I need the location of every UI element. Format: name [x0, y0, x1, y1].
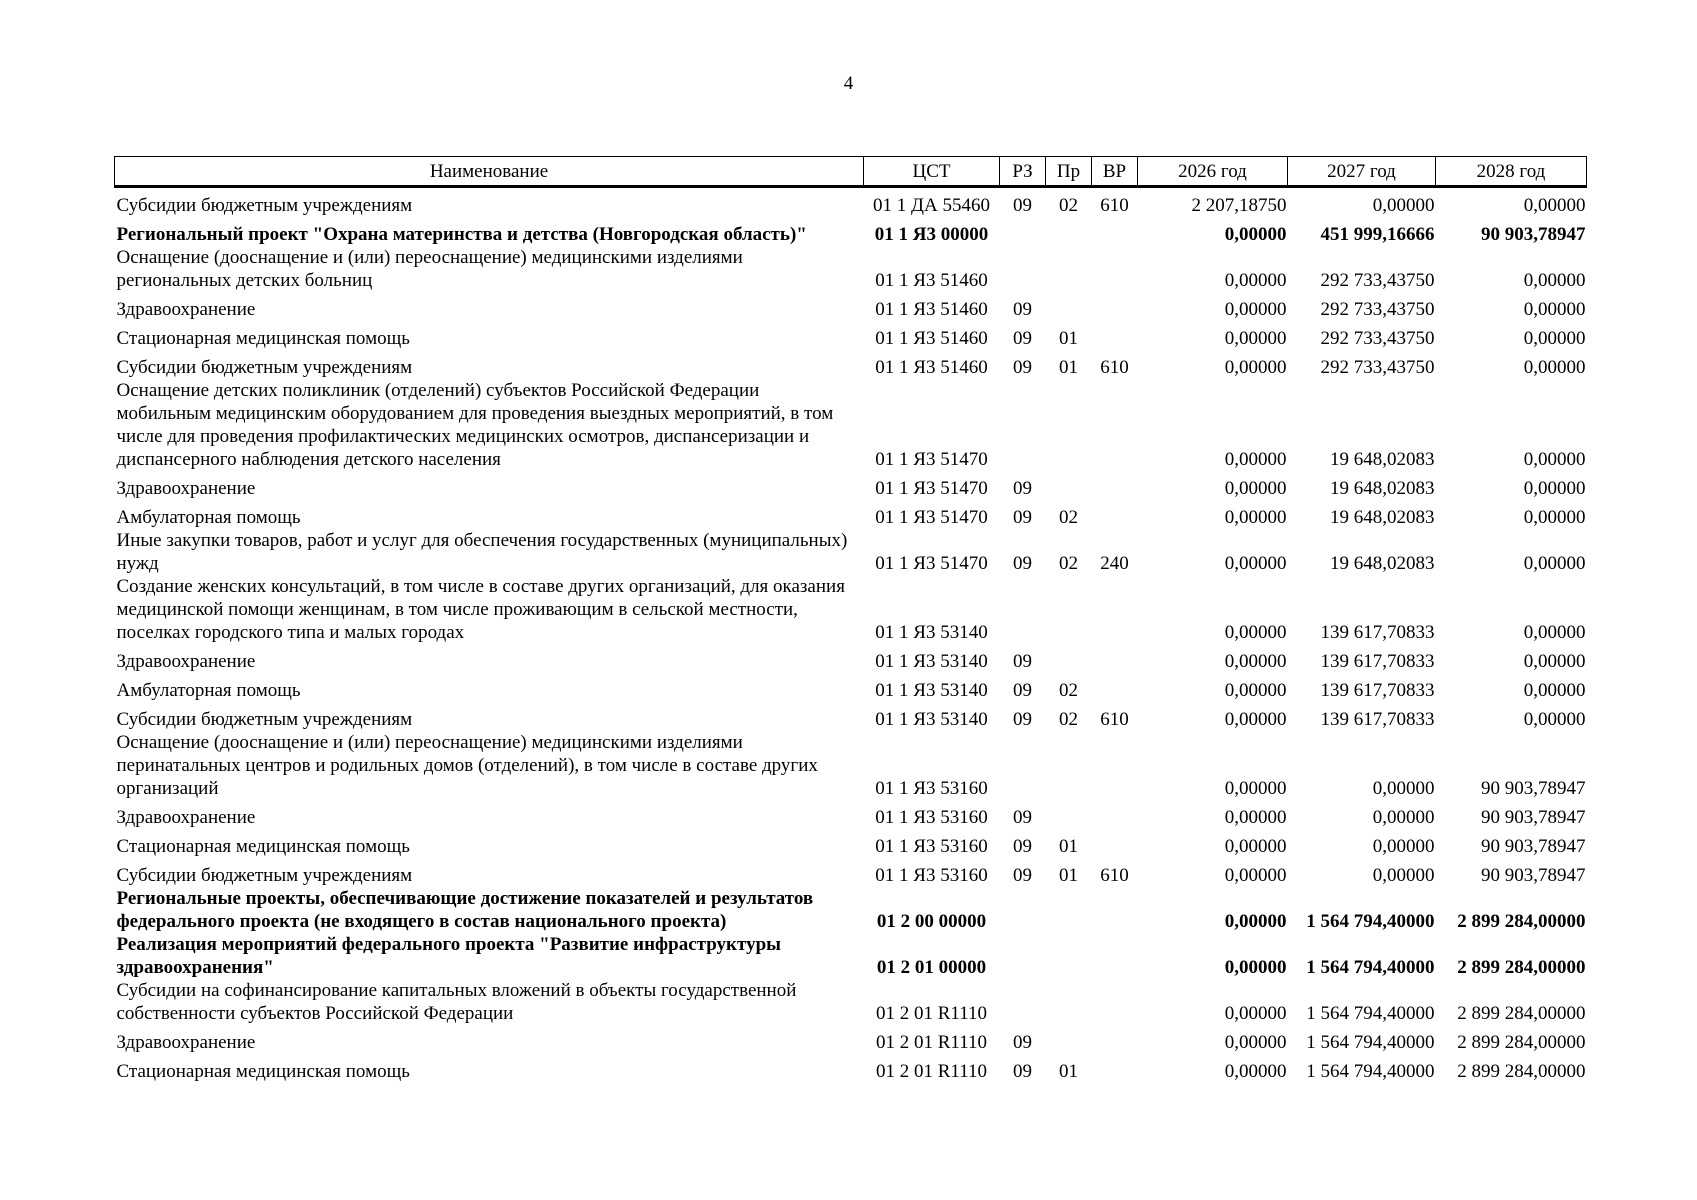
cell-cst: 01 1 Я3 53140 — [875, 709, 988, 730]
cell-cst: 01 1 Я3 53160 — [875, 836, 988, 857]
cell-cst: 01 2 01 00000 — [876, 957, 987, 978]
cell-2028: 0,00000 — [1523, 357, 1586, 378]
cell-cst: 01 1 Я3 53160 — [875, 778, 988, 799]
table-row — [115, 1025, 1587, 1054]
table-row — [115, 1054, 1587, 1083]
cell-rz — [1000, 217, 1046, 246]
cell-2027: 1 564 794,40000 — [1306, 1003, 1435, 1024]
cell-2026: 0,00000 — [1224, 357, 1287, 378]
cell-2026: 0,00000 — [1224, 651, 1287, 672]
cell-cst: 01 1 Я3 51470 — [875, 553, 988, 574]
cell-cst: 01 1 ДА 55460 — [873, 195, 990, 216]
cell-2027: 139 617,70833 — [1320, 709, 1435, 730]
cell-2027: 0,00000 — [1372, 195, 1435, 216]
cell-2027: 292 733,43750 — [1320, 357, 1435, 378]
cell-pr — [1046, 979, 1092, 1025]
cell-2027: 1 564 794,40000 — [1306, 1032, 1435, 1053]
cell-vr — [1092, 933, 1138, 979]
cell-name: Оснащение (дооснащение и (или) переоснащение) медицинскими изделиями региональных детских больниц — [116, 247, 743, 291]
table-row — [115, 979, 1587, 1025]
cell-2026: 0,00000 — [1224, 778, 1287, 799]
cell-name: Амбулаторная помощь — [116, 507, 301, 528]
cell-name: Здравоохранение — [116, 651, 256, 672]
cell-2026: 0,00000 — [1224, 622, 1287, 643]
cell-vr: 610 — [1100, 357, 1129, 378]
cell-pr — [1046, 246, 1092, 292]
cell-vr — [1092, 217, 1138, 246]
cell-rz: 09 — [1013, 1032, 1032, 1053]
cell-rz — [1000, 575, 1046, 644]
cell-cst: 01 1 Я3 51460 — [875, 357, 988, 378]
cell-rz — [1000, 887, 1046, 933]
cell-2028: 0,00000 — [1523, 553, 1586, 574]
cell-2028: 0,00000 — [1523, 270, 1586, 291]
table-row — [115, 800, 1587, 829]
cell-2028: 2 899 284,00000 — [1457, 957, 1586, 978]
cell-name: Здравоохранение — [116, 299, 256, 320]
cell-2027: 139 617,70833 — [1320, 651, 1435, 672]
table-row — [115, 471, 1587, 500]
cell-pr: 01 — [1059, 357, 1078, 378]
cell-pr — [1046, 1025, 1092, 1054]
cell-2027: 292 733,43750 — [1320, 270, 1435, 291]
cell-2028: 90 903,78947 — [1481, 778, 1586, 799]
table-body — [115, 187, 1587, 1084]
cell-pr: 02 — [1059, 709, 1078, 730]
cell-pr: 01 — [1059, 328, 1078, 349]
cell-2028: 0,00000 — [1523, 299, 1586, 320]
cell-vr — [1092, 1054, 1138, 1083]
cell-name: Иные закупки товаров, работ и услуг для обеспечения государственных (муниципальных) нужд — [116, 530, 848, 574]
cell-2026: 0,00000 — [1224, 299, 1287, 320]
header-rz: РЗ — [1000, 157, 1046, 187]
cell-cst: 01 1 Я3 53160 — [875, 807, 988, 828]
cell-vr — [1092, 829, 1138, 858]
cell-vr — [1092, 644, 1138, 673]
table-row — [115, 500, 1587, 529]
cell-vr — [1092, 500, 1138, 529]
cell-vr — [1092, 800, 1138, 829]
cell-pr: 01 — [1059, 836, 1078, 857]
table-row — [115, 887, 1587, 933]
cell-2028: 0,00000 — [1523, 651, 1586, 672]
cell-2028: 0,00000 — [1523, 680, 1586, 701]
cell-2026: 0,00000 — [1224, 680, 1287, 701]
cell-name: Субсидии бюджетным учреждениям — [116, 865, 413, 886]
header-cst: ЦСТ — [864, 157, 1000, 187]
cell-vr: 240 — [1100, 553, 1129, 574]
cell-2027: 19 648,02083 — [1330, 478, 1435, 499]
table-header — [115, 157, 1587, 187]
cell-name: Здравоохранение — [116, 1032, 256, 1053]
cell-pr — [1046, 731, 1092, 800]
cell-2028: 0,00000 — [1523, 709, 1586, 730]
cell-vr — [1092, 575, 1138, 644]
cell-2027: 1 564 794,40000 — [1306, 911, 1435, 932]
cell-2026: 0,00000 — [1224, 507, 1287, 528]
cell-2028: 0,00000 — [1523, 328, 1586, 349]
cell-2026: 0,00000 — [1224, 270, 1287, 291]
cell-2027: 0,00000 — [1372, 807, 1435, 828]
cell-vr: 610 — [1100, 195, 1129, 216]
cell-2027: 451 999,16666 — [1320, 224, 1435, 245]
cell-rz: 09 — [1013, 651, 1032, 672]
cell-vr — [1092, 673, 1138, 702]
cell-2028: 0,00000 — [1523, 449, 1586, 470]
table-row — [115, 187, 1587, 218]
cell-2026: 0,00000 — [1224, 957, 1287, 978]
header-pr: Пр — [1046, 157, 1092, 187]
cell-cst: 01 1 Я3 51470 — [875, 449, 988, 470]
table-row — [115, 829, 1587, 858]
header-2027: 2027 год — [1288, 157, 1436, 187]
header-2026: 2026 год — [1138, 157, 1288, 187]
cell-2028: 2 899 284,00000 — [1457, 1003, 1586, 1024]
cell-cst: 01 1 Я3 53160 — [875, 865, 988, 886]
cell-cst: 01 1 Я3 51470 — [875, 507, 988, 528]
cell-2028: 90 903,78947 — [1481, 865, 1586, 886]
cell-2026: 0,00000 — [1224, 807, 1287, 828]
cell-2026: 0,00000 — [1224, 911, 1287, 932]
table-row — [115, 644, 1587, 673]
cell-2027: 292 733,43750 — [1320, 299, 1435, 320]
cell-2027: 19 648,02083 — [1330, 507, 1435, 528]
cell-rz: 09 — [1013, 865, 1032, 886]
cell-2027: 1 564 794,40000 — [1306, 957, 1435, 978]
cell-2027: 0,00000 — [1372, 836, 1435, 857]
table-row — [115, 246, 1587, 292]
cell-2027: 0,00000 — [1372, 778, 1435, 799]
cell-rz: 09 — [1013, 478, 1032, 499]
cell-2028: 0,00000 — [1523, 507, 1586, 528]
cell-2027: 0,00000 — [1372, 865, 1435, 886]
cell-name: Субсидии на софинансирование капитальных вложений в объекты государственной собственности субъектов Российской Федерации — [116, 980, 797, 1024]
cell-rz: 09 — [1013, 553, 1032, 574]
table-row — [115, 529, 1587, 575]
cell-rz: 09 — [1013, 507, 1032, 528]
cell-2026: 0,00000 — [1224, 1061, 1287, 1082]
cell-rz: 09 — [1013, 807, 1032, 828]
cell-pr: 02 — [1059, 507, 1078, 528]
cell-pr — [1046, 379, 1092, 471]
table-row — [115, 731, 1587, 800]
cell-cst: 01 1 Я3 51460 — [875, 328, 988, 349]
cell-name: Амбулаторная помощь — [116, 680, 301, 701]
cell-rz: 09 — [1013, 328, 1032, 349]
cell-2028: 0,00000 — [1523, 478, 1586, 499]
cell-vr — [1092, 379, 1138, 471]
cell-name: Реализация мероприятий федерального проекта "Развитие инфраструктуры здравоохранения" — [116, 934, 781, 978]
cell-2026: 0,00000 — [1224, 709, 1287, 730]
page-number: 4 — [843, 73, 854, 94]
table-row — [115, 321, 1587, 350]
cell-cst: 01 2 01 R1110 — [875, 1003, 987, 1024]
cell-name: Региональный проект "Охрана материнства и детства (Новгородская область)" — [116, 224, 807, 245]
cell-name: Субсидии бюджетным учреждениям — [116, 195, 413, 216]
cell-vr — [1092, 246, 1138, 292]
cell-name: Создание женских консультаций, в том числе в составе других организаций, для оказания медицинской помощи женщинам, в том числе проживающим в сельской местности, поселках городского типа и малых городах — [116, 576, 845, 643]
cell-cst: 01 1 Я3 53140 — [875, 651, 988, 672]
cell-2028: 90 903,78947 — [1481, 807, 1586, 828]
cell-pr: 02 — [1059, 195, 1078, 216]
cell-2027: 139 617,70833 — [1320, 622, 1435, 643]
cell-rz: 09 — [1013, 680, 1032, 701]
table-row — [115, 292, 1587, 321]
cell-2026: 0,00000 — [1224, 1032, 1287, 1053]
cell-vr — [1092, 731, 1138, 800]
cell-pr: 01 — [1059, 1061, 1078, 1082]
table-row — [115, 379, 1587, 471]
cell-2026: 0,00000 — [1224, 836, 1287, 857]
cell-2028: 2 899 284,00000 — [1457, 1032, 1586, 1053]
cell-name: Оснащение детских поликлиник (отделений) субъектов Российской Федерации мобильным медицинским оборудованием для проведения выездных мероприятий, в том числе для проведения профилактических медицинских осмотров, диспансеризации и диспансерного наблюдения детского населения — [116, 380, 834, 470]
cell-name: Здравоохранение — [116, 478, 256, 499]
cell-name: Стационарная медицинская помощь — [116, 328, 410, 349]
cell-rz — [1000, 979, 1046, 1025]
cell-rz — [1000, 379, 1046, 471]
header-2028: 2028 год — [1436, 157, 1587, 187]
cell-rz — [1000, 246, 1046, 292]
cell-name: Субсидии бюджетным учреждениям — [116, 709, 413, 730]
header-name: Наименование — [115, 157, 864, 187]
cell-name: Стационарная медицинская помощь — [116, 1061, 410, 1082]
cell-name: Оснащение (дооснащение и (или) переоснащение) медицинскими изделиями перинатальных центров и родильных домов (отделений), в том числе в составе других организаций — [116, 732, 818, 799]
cell-vr — [1092, 1025, 1138, 1054]
cell-2027: 19 648,02083 — [1330, 449, 1435, 470]
cell-rz: 09 — [1013, 709, 1032, 730]
cell-2027: 139 617,70833 — [1320, 680, 1435, 701]
table-row — [115, 350, 1587, 379]
cell-rz — [1000, 731, 1046, 800]
cell-vr — [1092, 887, 1138, 933]
cell-rz: 09 — [1013, 195, 1032, 216]
cell-2028: 90 903,78947 — [1481, 224, 1586, 245]
cell-name: Стационарная медицинская помощь — [116, 836, 410, 857]
cell-2027: 292 733,43750 — [1320, 328, 1435, 349]
cell-name: Региональные проекты, обеспечивающие достижение показателей и результатов федерального проекта (не входящего в состав национального проекта) — [116, 888, 814, 932]
header-vr: ВР — [1092, 157, 1138, 187]
cell-rz: 09 — [1013, 1061, 1032, 1082]
cell-pr — [1046, 471, 1092, 500]
cell-cst: 01 2 01 R1110 — [875, 1061, 987, 1082]
cell-pr — [1046, 800, 1092, 829]
cell-2028: 0,00000 — [1523, 622, 1586, 643]
cell-2026: 0,00000 — [1224, 224, 1287, 245]
cell-2026: 2 207,18750 — [1191, 195, 1287, 216]
cell-cst: 01 1 Я3 53140 — [875, 680, 988, 701]
cell-rz: 09 — [1013, 357, 1032, 378]
cell-2026: 0,00000 — [1224, 478, 1287, 499]
cell-2026: 0,00000 — [1224, 1003, 1287, 1024]
cell-2028: 0,00000 — [1523, 195, 1586, 216]
cell-cst: 01 1 Я3 51460 — [875, 270, 988, 291]
cell-pr — [1046, 644, 1092, 673]
cell-2026: 0,00000 — [1224, 328, 1287, 349]
cell-2026: 0,00000 — [1224, 553, 1287, 574]
cell-rz — [1000, 933, 1046, 979]
cell-pr: 01 — [1059, 865, 1078, 886]
cell-cst: 01 2 00 00000 — [876, 911, 987, 932]
cell-cst: 01 1 Я3 00000 — [874, 224, 989, 245]
cell-2027: 1 564 794,40000 — [1306, 1061, 1435, 1082]
table-row — [115, 858, 1587, 887]
cell-2028: 2 899 284,00000 — [1457, 911, 1586, 932]
cell-rz: 09 — [1013, 299, 1032, 320]
cell-2028: 2 899 284,00000 — [1457, 1061, 1586, 1082]
budget-table — [114, 156, 1587, 1083]
table-row — [115, 702, 1587, 731]
cell-vr — [1092, 979, 1138, 1025]
cell-pr: 02 — [1059, 680, 1078, 701]
cell-vr: 610 — [1100, 865, 1129, 886]
cell-pr: 02 — [1059, 553, 1078, 574]
cell-vr — [1092, 321, 1138, 350]
table-row — [115, 575, 1587, 644]
cell-pr — [1046, 217, 1092, 246]
cell-cst: 01 2 01 R1110 — [875, 1032, 987, 1053]
cell-cst: 01 1 Я3 53140 — [875, 622, 988, 643]
cell-pr — [1046, 575, 1092, 644]
cell-name: Субсидии бюджетным учреждениям — [116, 357, 413, 378]
cell-vr — [1092, 292, 1138, 321]
cell-2027: 19 648,02083 — [1330, 553, 1435, 574]
cell-cst: 01 1 Я3 51470 — [875, 478, 988, 499]
cell-pr — [1046, 292, 1092, 321]
table-row — [115, 217, 1587, 246]
cell-rz: 09 — [1013, 836, 1032, 857]
cell-vr: 610 — [1100, 709, 1129, 730]
cell-2028: 90 903,78947 — [1481, 836, 1586, 857]
cell-pr — [1046, 887, 1092, 933]
cell-vr — [1092, 471, 1138, 500]
cell-2026: 0,00000 — [1224, 449, 1287, 470]
table-row — [115, 673, 1587, 702]
cell-cst: 01 1 Я3 51460 — [875, 299, 988, 320]
cell-pr — [1046, 933, 1092, 979]
cell-2026: 0,00000 — [1224, 865, 1287, 886]
table-row — [115, 933, 1587, 979]
cell-name: Здравоохранение — [116, 807, 256, 828]
